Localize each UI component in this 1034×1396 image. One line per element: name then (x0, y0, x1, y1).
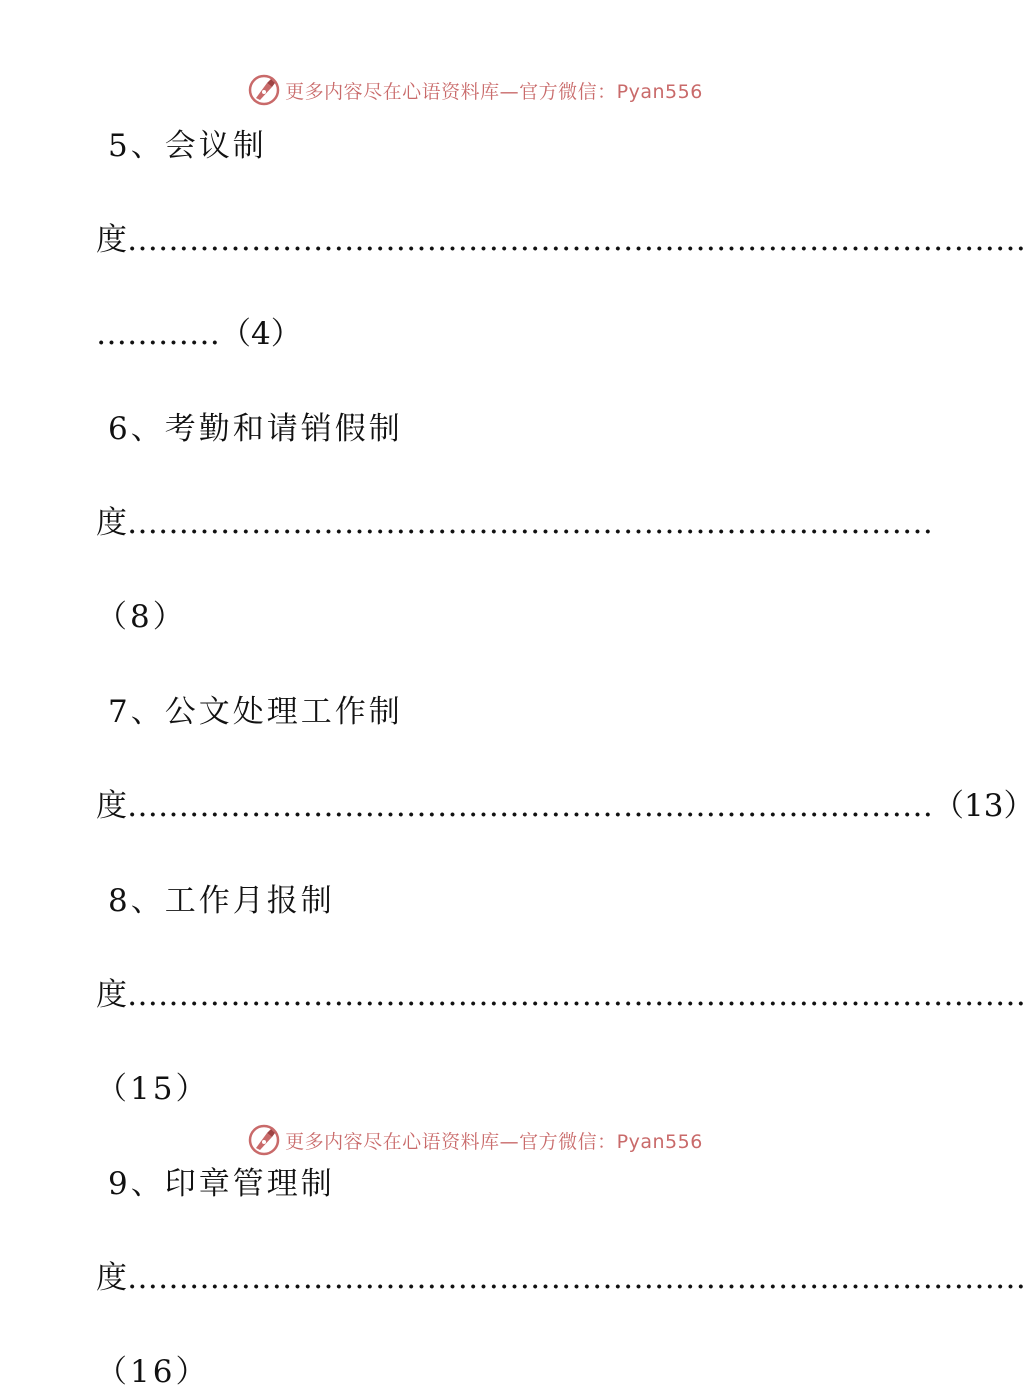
toc-page-number: （8） (96, 599, 187, 635)
pen-logo-icon (247, 1123, 281, 1157)
footer-banner (0, 1120, 950, 1160)
toc-leader-line: 度…………………………………………………………………………… (96, 1260, 1026, 1296)
pen-logo-icon (247, 73, 281, 107)
table-of-contents (96, 122, 1034, 1396)
toc-leader-line: 度…………………………………………………………………… (96, 505, 933, 541)
footer-banner-text: 更多内容尽在心语资料库—官方微信：Pyan556 (285, 1130, 703, 1153)
toc-entry-9 (96, 1160, 1026, 1396)
toc-entry-5 (96, 122, 1026, 358)
toc-page-number: （16） (96, 1354, 210, 1390)
header-banner (0, 70, 950, 110)
toc-page-line: …………（4） (96, 316, 302, 352)
toc-entry-title: 8、工作月报制 (108, 883, 335, 919)
toc-entry-title: 5、会议制 (108, 128, 267, 164)
toc-leader-line: 度……………………………………………………………………（13） (96, 788, 1034, 824)
toc-page-number: （15） (96, 1071, 210, 1107)
toc-entry-8 (96, 877, 1026, 1113)
header-banner-text: 更多内容尽在心语资料库—官方微信：Pyan556 (285, 80, 703, 103)
toc-entry-6 (96, 405, 933, 641)
toc-entry-title: 9、印章管理制 (108, 1166, 335, 1202)
toc-leader-line: 度…………………………………………………………………………… (96, 222, 1026, 258)
toc-entry-title: 6、考勤和请销假制 (108, 411, 403, 447)
toc-entry-7 (96, 688, 1034, 830)
toc-entry-title: 7、公文处理工作制 (108, 694, 403, 730)
toc-leader-line: 度…………………………………………………………………………… (96, 977, 1026, 1013)
